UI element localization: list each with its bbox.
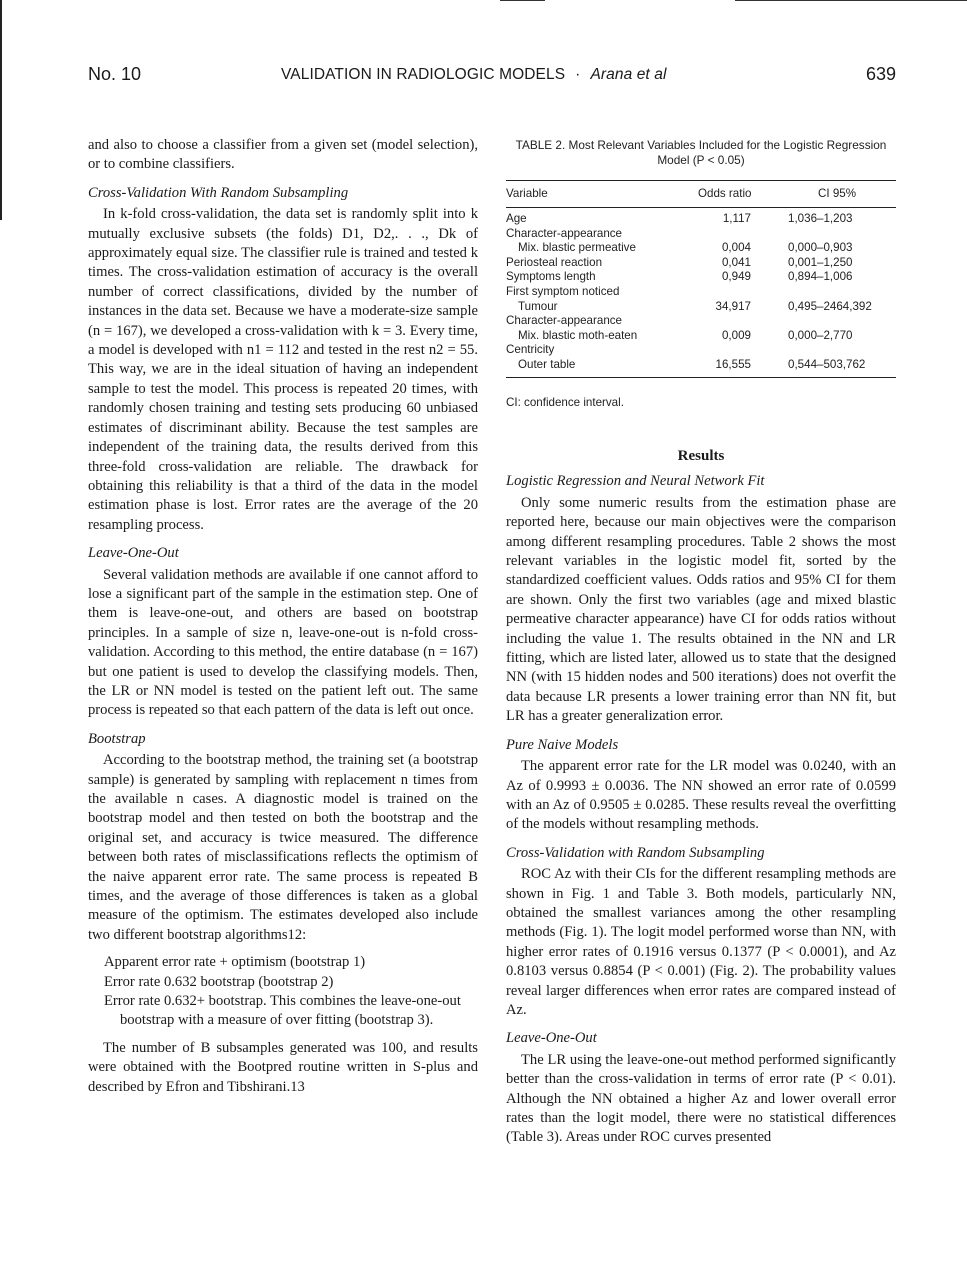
issue-number: No. 10 <box>88 64 142 84</box>
cell-odds-ratio: 0,009 <box>721 328 751 342</box>
scan-mark-left <box>0 0 2 220</box>
cell-variable: Outer table <box>518 357 576 371</box>
paragraph-cross-validation: In k-fold cross-validation, the data set is randomly split into k mutually exclusive subsets (the folds) D1, D2,. . ., Dk of approximately equal size. The classifier rule is trained and tested k times. The cross-validation estimation of accuracy is the overall number of correct classifications, divided by the number of instances in the data set. Because we have a moderate-size sample (n = 167), we developed a cross-validation with k = 3. Every time, a model is developed with n1 = 112 and tested in the rest n2 = 55. This way, we are in the ideal situation of having an independent sample to test the model. This process is repeated 20 times, with randomly chosen training and testing sets producing 60 unbiased estimates of discriminant ability. Because the test samples are independent of the training data, the results derived from this three-fold cross-validation are reliable. The drawback for obtaining this reliability is that a third of the data in the model estimation phase is lost. Error rates are the average of the 20 resampling process. <box>88 206 478 533</box>
page-number: 639 <box>865 64 896 84</box>
subheading-leave-one-out: Leave-One-Out <box>88 545 179 562</box>
cell-ci: 0,000–2,770 <box>788 328 853 342</box>
section-heading-results: Results <box>677 448 725 464</box>
subheading-cross-validation-results: Cross-Validation with Random Subsampling <box>506 844 765 861</box>
scan-line-top-right <box>735 0 967 1</box>
table-2 <box>506 138 896 410</box>
table-caption: TABLE 2. Most Relevant Variables Included for the Logistic Regression Model (P < 0.05) <box>515 138 887 167</box>
subheading-bootstrap: Bootstrap <box>88 730 146 747</box>
paragraph-naive-models: The apparent error rate for the LR model was 0.0240, with an Az of 0.9993 ± 0.0036. The NN showed an error rate of 0.0599 with an Az of 0.9505 ± 0.0285. These results reveal the overfitting of the models without resampling methods. <box>506 758 896 833</box>
journal-section-title: VALIDATION IN RADIOLOGIC MODELS <box>281 66 566 83</box>
left-column <box>88 136 478 1097</box>
cell-variable: Centricity <box>506 343 555 357</box>
table-row <box>506 270 896 285</box>
cell-variable: Character-appearance <box>506 314 623 328</box>
table-row <box>506 256 896 271</box>
subheading-cross-validation: Cross-Validation With Random Subsampling <box>88 184 349 201</box>
paragraph-bootstrap: According to the bootstrap method, the training set (a bootstrap sample) is generated by sampling with replacement n times from the available n cases. A diagnostic model is trained on the bootstrap model and then tested on both the bootstrap and the original set, and accuracy is twice measured. The difference between both rates of misclassifications reflects the optimism of the naive apparent error rate. The same process is repeated B times, and the average of those differences is taken as a global measure of the optimism. The estimates developed also include two different bootstrap algorithms12: <box>88 752 478 943</box>
table-row <box>506 285 896 300</box>
table-row <box>506 343 896 358</box>
paragraph-intro: and also to choose a classifier from a given set (model selection), or to combine classifiers. <box>88 137 478 173</box>
cell-ci: 1,036–1,203 <box>788 212 853 225</box>
table-footnote: CI: confidence interval. <box>506 395 624 409</box>
table-row <box>506 314 896 329</box>
cell-variable: Periosteal reaction <box>506 255 603 269</box>
table-row <box>506 358 896 373</box>
cell-variable: Tumour <box>518 299 558 313</box>
cell-ci: 0,000–0,903 <box>788 241 853 255</box>
table-row <box>506 241 896 256</box>
paragraph-leave-one-out-results: The LR using the leave-one-out method performed significantly better than the cross-validation in terms of error rate (P < 0.01). Although the NN obtained a higher Az and lower overall error rates than the logit model, there were no statistical differences (Table 3). Areas under ROC curves presented <box>506 1051 896 1146</box>
right-column <box>506 447 896 1148</box>
column-header-ci: CI 95% <box>818 187 857 200</box>
subheading-model-fit: Logistic Regression and Neural Network Fit <box>506 473 765 490</box>
cell-odds-ratio: 0,004 <box>721 241 751 255</box>
list-item: Error rate 0.632 bootstrap (bootstrap 2) <box>104 973 334 990</box>
bootstrap-algorithm-list <box>104 953 478 1031</box>
cell-variable: Symptoms length <box>506 270 596 284</box>
table-header-row <box>506 181 896 207</box>
cell-variable: Character-appearance <box>506 226 623 240</box>
subheading-naive-models: Pure Naive Models <box>506 736 619 753</box>
cell-ci: 0,544–503,762 <box>788 357 866 371</box>
cell-odds-ratio: 1,117 <box>722 212 751 225</box>
cell-variable: First symptom noticed <box>506 284 620 298</box>
cell-variable: Mix. blastic moth-eaten <box>518 328 638 342</box>
table-row <box>506 329 896 344</box>
column-header-variable: Variable <box>506 187 548 200</box>
scan-line-top-left <box>500 0 545 1</box>
paragraph-leave-one-out: Several validation methods are available if one cannot afford to lose a significant part of the sample in the estimation step. One of them is leave-one-out, and others are based on bootstrap principles. In a sample of size n, leave-one-out is n-fold cross-validation. According to this method, the entire database (n = 167) but one patient is used to develop the classifying models. Then, the LR or NN model is tested on the patient left out. The same process is repeated so that each pattern of the data is left out once. <box>88 566 478 719</box>
paragraph-model-fit: Only some numeric results from the estimation phase are reported here, because our main objectives were the comparison among different resampling procedures. Table 2 shows the most relevant variables in the logistic model fit, sorted by the standardized coefficient values. Odds ratios and 95% CI for them are shown. Only the first two variables (age and mixed blastic permeative character appearance) have CI for odds ratios without including the value 1. The results obtained in the NN and LR fitting, which are listed later, allowed us to state that the designed NN (with 15 hidden nodes and 500 iterations) does not overfit the data because LR presents a lower training error than NN fit, but LR has a greater generalization error. <box>506 494 896 725</box>
cell-odds-ratio: 0,949 <box>721 270 751 284</box>
list-item: Apparent error rate + optimism (bootstrap 1) <box>104 954 366 971</box>
list-item: Error rate 0.632+ bootstrap. This combines the leave-one-out bootstrap with a measure of over fitting (bootstrap 3). <box>104 993 461 1029</box>
running-header <box>88 64 896 88</box>
paragraph-subsamples: The number of B subsamples generated was 100, and results were obtained with the Bootpred routine written in S-plus and described by Efron and Tibshirani.13 <box>88 1039 478 1095</box>
cell-odds-ratio: 34,917 <box>715 299 751 313</box>
cell-odds-ratio: 16,555 <box>715 357 751 371</box>
paragraph-cross-validation-results: ROC Az with their CIs for the different resampling methods are shown in Fig. 1 and Table 3. Both models, particularly NN, obtained the smallest variances among the other resampling methods (Fig. 1). The logit model performed worse than NN, with higher error rates of 0.1916 versus 0.1377 (P < 0.0001), and Az 0.8103 versus 0.8854 (P < 0.001) (Fig. 2). The probability values reveal larger differences when error rates are compared instead of Az. <box>506 866 896 1018</box>
column-header-odds-ratio: Odds ratio <box>698 187 752 200</box>
table-row <box>506 300 896 315</box>
table-row <box>506 227 896 242</box>
header-separator: · <box>575 66 581 83</box>
table-body <box>506 208 896 377</box>
cell-ci: 0,495–2464,392 <box>788 299 872 313</box>
running-title <box>281 66 667 84</box>
cell-variable: Age <box>506 212 527 225</box>
subheading-leave-one-out-results: Leave-One-Out <box>506 1030 597 1047</box>
table-row <box>506 212 896 227</box>
cell-ci: 0,001–1,250 <box>788 255 853 269</box>
header-authors: Arana et al <box>590 66 667 83</box>
table-bottom-rule <box>506 377 896 378</box>
cell-variable: Mix. blastic permeative <box>518 241 636 255</box>
cell-odds-ratio: 0,041 <box>721 255 751 269</box>
cell-ci: 0,894–1,006 <box>788 270 853 284</box>
